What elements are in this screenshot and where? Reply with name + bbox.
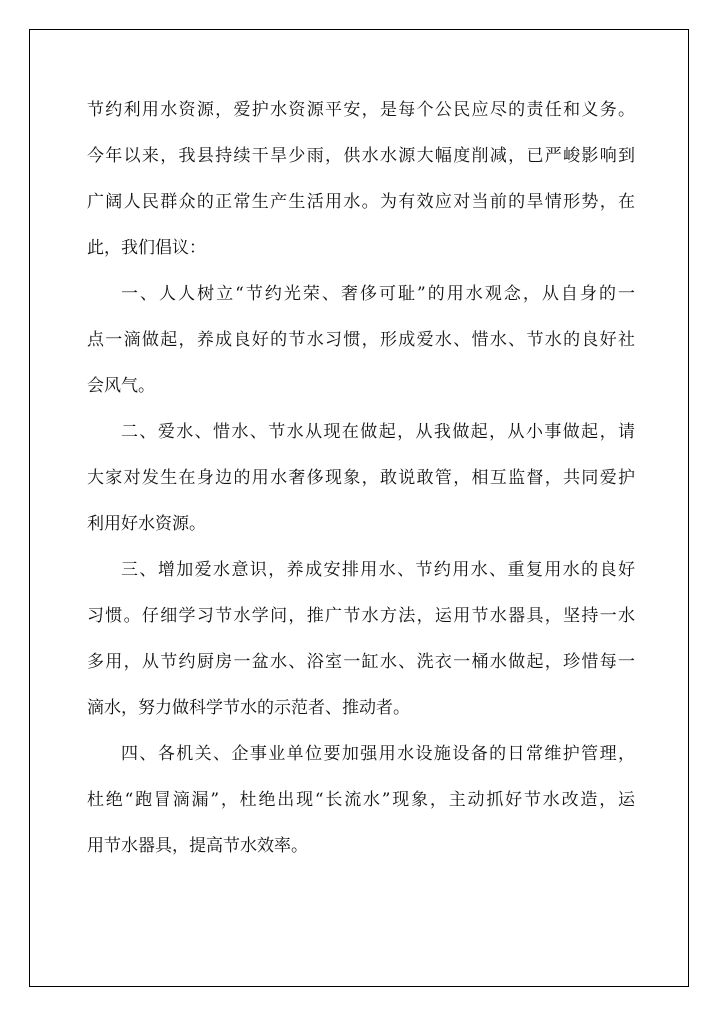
text-line: 用节水器具，提高节水效率。 [87,836,308,856]
text-line: 利用好水资源。 [87,514,206,534]
text-line: 此，我们倡议： [87,238,206,258]
text-line: 广阔人民群众的正常生产生活用水。为有效应对当前的旱情形势，在 [87,192,635,212]
text-line: 杜绝“跑冒滴漏”，杜绝出现“长流水”现象，主动抓好节水改造，运 [87,790,635,810]
text-line: 多用，从节约厨房一盆水、浴室一缸水、洗衣一桶水做起，珍惜每一 [87,652,635,672]
text-line: 会风气。 [87,376,155,396]
paragraph-first-line: 一、人人树立“节约光荣、奢侈可耻”的用水观念，从自身的一 [121,284,635,304]
text-line: 今年以来，我县持续干旱少雨，供水水源大幅度削减，已严峻影响到 [87,146,635,166]
text-line: 大家对发生在身边的用水奢侈现象，敢说敢管，相互监督，共同爱护 [87,468,635,488]
text-line: 点一滴做起，养成良好的节水习惯，形成爱水、惜水、节水的良好社 [87,330,635,350]
paragraph-first-line: 四、各机关、企事业单位要加强用水设施设备的日常维护管理， [121,744,635,764]
paragraph-first-line: 三、增加爱水意识，养成安排用水、节约用水、重复用水的良好 [121,560,635,580]
document-body [87,87,635,869]
text-line: 节约利用水资源，爱护水资源平安，是每个公民应尽的责任和义务。 [87,100,635,120]
paragraph-first-line: 二、爱水、惜水、节水从现在做起，从我做起，从小事做起，请 [121,422,635,442]
text-line: 习惯。仔细学习节水学问，推广节水方法，运用节水器具，坚持一水 [87,606,635,626]
text-line: 滴水，努力做科学节水的示范者、推动者。 [87,698,410,718]
